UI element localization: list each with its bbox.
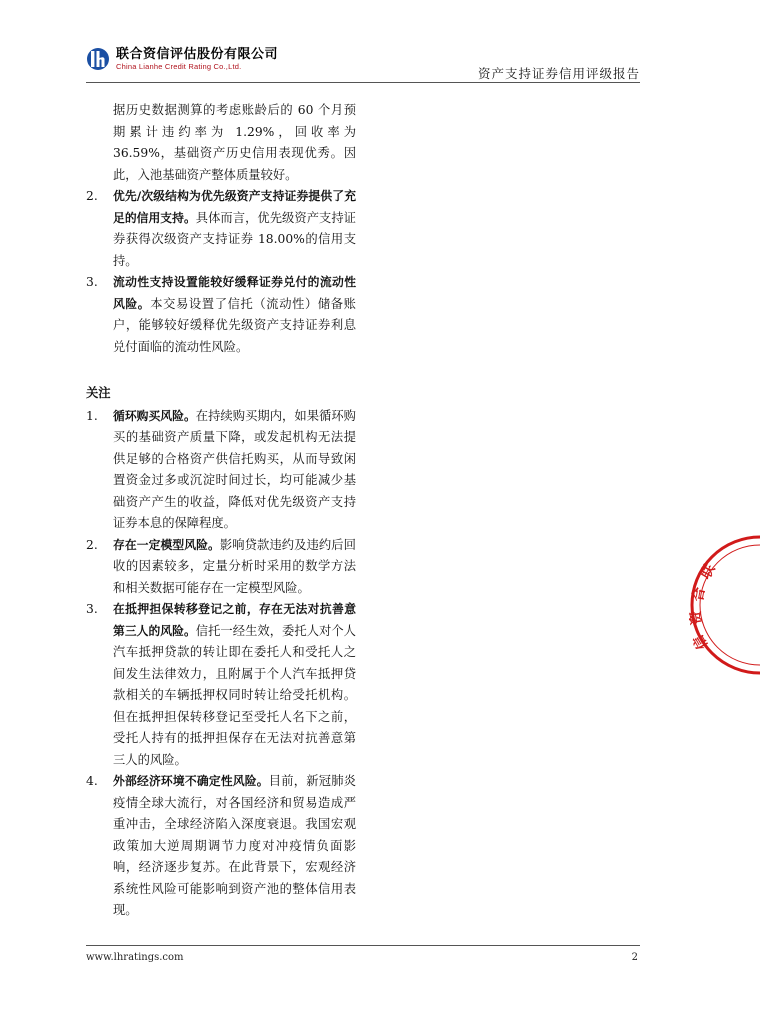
item-number: 1. bbox=[86, 408, 98, 423]
footer-divider bbox=[86, 945, 640, 946]
company-name-en: China Lianhe Credit Rating Co.,Ltd. bbox=[116, 61, 242, 71]
svg-text:信: 信 bbox=[690, 631, 712, 652]
company-seal-stamp bbox=[687, 520, 760, 690]
concern-item bbox=[86, 535, 356, 600]
intro-paragraph bbox=[86, 100, 356, 186]
report-content bbox=[86, 100, 356, 922]
header-divider bbox=[86, 82, 640, 83]
item-title: 优先/次级结构为优先级资产支持证券提供了充足的信用支持。 bbox=[113, 189, 356, 225]
item-title: 外部经济环境不确定性风险。 bbox=[113, 774, 269, 788]
intro-text: 据历史数据测算的考虑账龄后的 60 个月预期累计违约率为 1.29%，回收率为 36.59%，基础资产历史信用表现优秀。因此，入池基础资产整体质量较好。 bbox=[113, 103, 356, 182]
item-title: 存在一定模型风险。 bbox=[113, 537, 220, 552]
concerns-heading: 关注 bbox=[86, 386, 111, 400]
item-body: 在持续购买期内，如果循环购买的基础资产质量下降，或发起机构无法提供足够的合格资产供信托购买，从而导致闲置资金过多或沉淀时间过长，均可能减少基础资产产生的收益，降低对优先级资产支持证券本息的保障程度。 bbox=[113, 408, 356, 530]
item-number: 3. bbox=[86, 602, 98, 616]
lianhe-logo-icon bbox=[86, 47, 110, 71]
svg-text:联: 联 bbox=[697, 561, 719, 582]
item-body: 信托一经生效，委托人对个人汽车抵押贷款的转让即在委托人和受托人之间发生法律效力，且附属于个人汽车抵押贷款相关的车辆抵押权同时转让给受托机构。但在抵押担保转移登记至受托人名下之前，受托人持有的抵押担保存在无法对抗善意第三人的风险。 bbox=[113, 623, 356, 767]
item-body: 本交易设置了信托（流动性）储备账户，能够较好缓释优先级资产支持证券利息兑付面临的流动性风险。 bbox=[113, 296, 356, 354]
company-name-cn: 联合资信评估股份有限公司 bbox=[116, 46, 279, 62]
item-number: 3. bbox=[86, 275, 98, 289]
svg-text:合: 合 bbox=[690, 586, 709, 603]
item-body: 目前，新冠肺炎疫情全球大流行，对各国经济和贸易造成严重冲击，全球经济陷入深度衰退。我国宏观政策加大逆周期调节力度对冲疫情负面影响，经济逐步复苏。在此背景下，宏观经济系统性风险可能影响到资产池的整体信用表现。 bbox=[113, 774, 356, 917]
item-number: 2. bbox=[86, 189, 98, 203]
concern-item bbox=[86, 771, 356, 922]
footer-website-link[interactable]: www.lhratings.com bbox=[86, 952, 184, 963]
company-logo bbox=[86, 47, 278, 71]
svg-text:资: 资 bbox=[687, 609, 706, 627]
item-body: 影响贷款违约及违约后回收的因素较多，定量分析时采用的数学方法和相关数据可能存在一定模型风险。 bbox=[113, 537, 356, 595]
item-title: 流动性支持设置能较好缓释证券兑付的流动性风险。 bbox=[113, 275, 356, 311]
concern-item bbox=[86, 406, 356, 535]
item-title: 循环购买风险。 bbox=[113, 408, 196, 423]
item-number: 2. bbox=[86, 537, 98, 552]
strength-item bbox=[86, 186, 356, 272]
concern-item bbox=[86, 599, 356, 771]
item-body: 具体而言，优先级资产支持证券获得次级资产支持证券 18.00%的信用支持。 bbox=[113, 210, 356, 268]
item-number: 4. bbox=[86, 774, 98, 788]
item-title: 在抵押担保转移登记之前，存在无法对抗善意第三人的风险。 bbox=[113, 602, 356, 638]
report-type-title: 资产支持证券信用评级报告 bbox=[477, 66, 640, 81]
strength-item bbox=[86, 272, 356, 358]
page-number: 2 bbox=[631, 952, 638, 963]
